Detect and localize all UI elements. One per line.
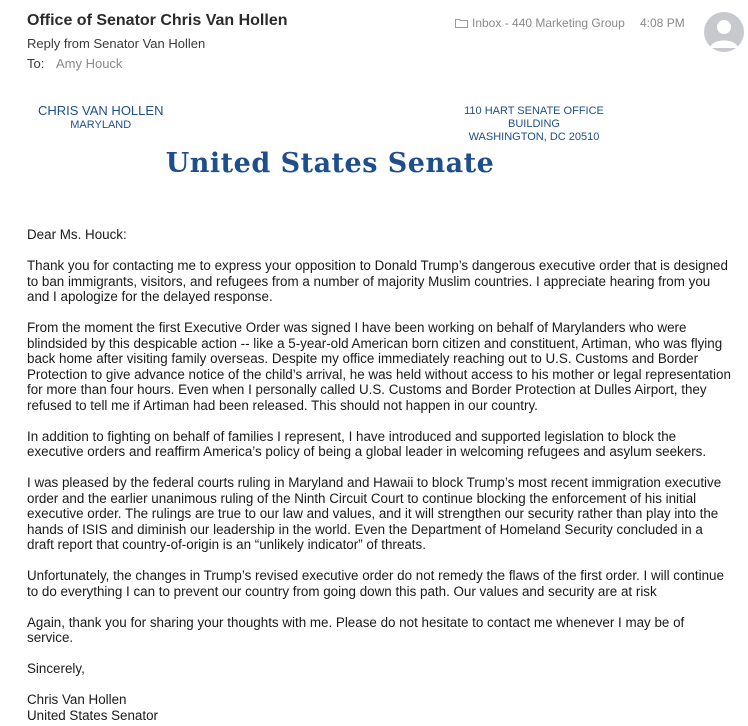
person-icon [704, 12, 744, 52]
office-address [443, 105, 625, 144]
recipient-name[interactable]: Amy Houck [55, 56, 123, 71]
salutation: Dear Ms. Houck: [27, 227, 127, 242]
paragraph: Thank you for contacting me to express your opposition to Donald Trump’s dangerous executive order that is designed to ban immigrants, visitors, and refugees from a number of majority Muslim countries. I appreciate hearing from you and I apologize for the delayed response. [27, 258, 728, 304]
senate-title: United States Senate [165, 148, 495, 179]
letter-body [27, 227, 732, 723]
to-label: To: [27, 56, 45, 71]
signature-title: United States Senator [27, 707, 159, 723]
closing: Sincerely, [27, 661, 85, 676]
paragraph: I was pleased by the federal courts ruling in Maryland and Hawaii to block Trump’s most recent immigration executive order and the earlier unanimous ruling of the Ninth Circuit Court to continue blocking the enforcement of his initial executive order. The rulings are true to our law and values, and it will strengthen our security rather than play into the hands of ISIS and diminish our leadership in the world. Even the Department of Homeland Security concluded in a draft report that country-of-origin is an “unlikely indicator” of threats. [27, 475, 722, 552]
sender-name[interactable]: Office of Senator Chris Van Hollen [27, 12, 288, 29]
email-header [0, 0, 748, 90]
letterhead-name: CHRIS VAN HOLLEN [38, 103, 164, 118]
received-time: 4:08 PM [640, 16, 685, 30]
folder-icon [455, 18, 468, 28]
paragraph: In addition to fighting on behalf of families I represent, I have introduced and supported legislation to block the executive orders and reaffirm America’s policy of being a global leader in welcoming refugees and asylum seekers. [27, 428, 707, 459]
paragraph: Unfortunately, the changes in Trump’s revised executive order do not remedy the flaws of the first order. I will continue to do everything I can to prevent our country from going down this path. Our values and security are at risk [27, 568, 724, 599]
folder-label: Inbox - 440 Marketing Group [472, 16, 625, 30]
paragraph: Again, thank you for sharing your thoughts with me. Please do not hesitate to contact me whenever I may be of service. [27, 614, 685, 645]
address-line-1: 110 HART SENATE OFFICE BUILDING [464, 105, 604, 130]
senator-letterhead [38, 103, 163, 131]
mailbox-folder[interactable] [455, 16, 625, 30]
signature-name: Chris Van Hollen [27, 692, 127, 707]
paragraph: From the moment the first Executive Order was signed I have been working on behalf of Marylanders who were blindsided by this despicable action -- like a 5-year-old American born citizen and constituent, Artiman, who was flying back home after visiting family overseas. Despite my office immediately reaching out to U.S. Customs and Border Protection to give advance notice of the child’s arrival, he was held without access to his mother or legal representation for more than four hours. Even when I personally called U.S. Customs and Border Protection at Dulles Airport, they refused to tell me if Artiman had been released. This should not happen in our country. [27, 320, 731, 413]
email-subject: Reply from Senator Van Hollen [27, 36, 206, 51]
recipient-line [27, 56, 122, 71]
address-line-2: WASHINGTON, DC 20510 [468, 131, 600, 143]
letterhead-state: MARYLAND [70, 119, 132, 131]
avatar[interactable] [704, 12, 744, 52]
